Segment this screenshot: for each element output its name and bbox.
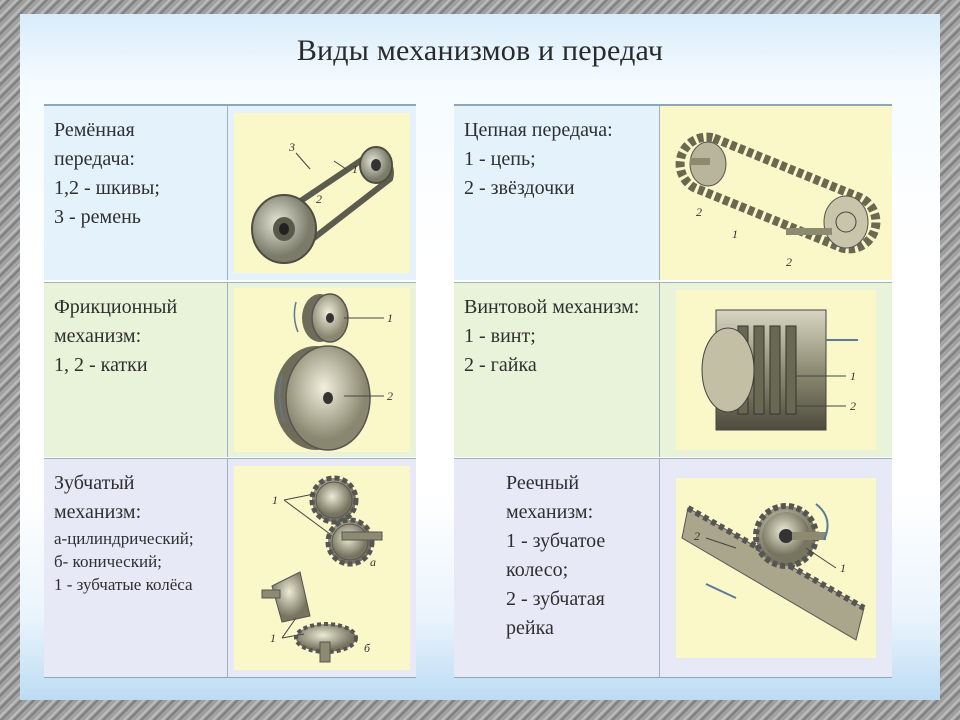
slide [20,14,940,700]
label-2: 2 [696,205,702,219]
label-1: 1 [850,369,856,383]
text-line: Винтовой механизм: [464,296,640,318]
text-line: 1, 2 - катки [54,354,148,376]
label-2: 2 [694,529,700,543]
friction-description [44,283,228,457]
screw-mechanism-illustration [676,290,876,450]
text-line: 1 - цепь; [464,148,536,170]
gear-mechanism-illustration [234,466,410,670]
text-line: Ремённая [54,119,135,141]
friction-rollers-illustration [234,288,410,452]
text-line: механизм: [54,325,142,347]
label-1: 1 [270,631,276,645]
text-line: рейка [506,617,554,639]
label-b: б [364,641,371,655]
rack-pinion-illustration [676,478,876,658]
text-line: Цепная передача: [464,119,613,141]
text-line: 1 - зубчатое [506,530,606,552]
screw-figure [660,283,892,457]
text-line: 2 - звёздочки [464,177,575,199]
rack-description [454,459,660,677]
belt-drive-figure [228,106,416,280]
text-line: 1 - зубчатые колёса [54,575,193,594]
right-table [454,104,892,678]
table-row [454,458,892,677]
text-line: б- конический; [54,552,162,571]
gear-figure [228,459,416,677]
text-line: 2 - гайка [464,354,537,376]
table-row [44,282,416,457]
label-a: а [370,555,376,569]
text-line: передача: [54,148,135,170]
text-line: 1 - винт; [464,325,536,347]
belt-drive-description [44,106,228,280]
text-line: Реечный [506,472,580,494]
screw-description [454,283,660,457]
label-1: 1 [840,561,846,575]
left-table [44,104,416,678]
belt-drive-illustration [234,113,410,273]
friction-figure [228,283,416,457]
gear-description [44,459,228,677]
text-line: а-цилиндрический; [54,529,194,548]
table-row [454,282,892,457]
chain-drive-description [454,106,660,280]
label-1: 1 [732,227,738,241]
text-line: 1,2 - шкивы; [54,177,160,199]
text-line: механизм: [506,501,594,523]
rack-figure [660,459,892,677]
label-2: 2 [316,192,322,206]
label-1: 1 [352,162,358,176]
label-1: 1 [387,311,393,325]
label-1: 1 [272,493,278,507]
text-line: механизм: [54,501,142,523]
label-2: 2 [850,399,856,413]
label-2: 2 [387,389,393,403]
text-line: Зубчатый [54,472,135,494]
chain-drive-illustration [666,108,886,278]
table-row [44,106,416,280]
label-3: 3 [289,140,295,154]
label-2: 2 [786,255,792,269]
chain-drive-figure [660,106,892,280]
page-title: Виды механизмов и передач [296,34,664,67]
table-row [44,458,416,677]
text-line: колесо; [506,559,569,581]
text-line: 3 - ремень [54,206,141,228]
text-line: 2 - зубчатая [506,588,605,610]
text-line: Фрикционный [54,296,178,318]
table-row [454,106,892,280]
